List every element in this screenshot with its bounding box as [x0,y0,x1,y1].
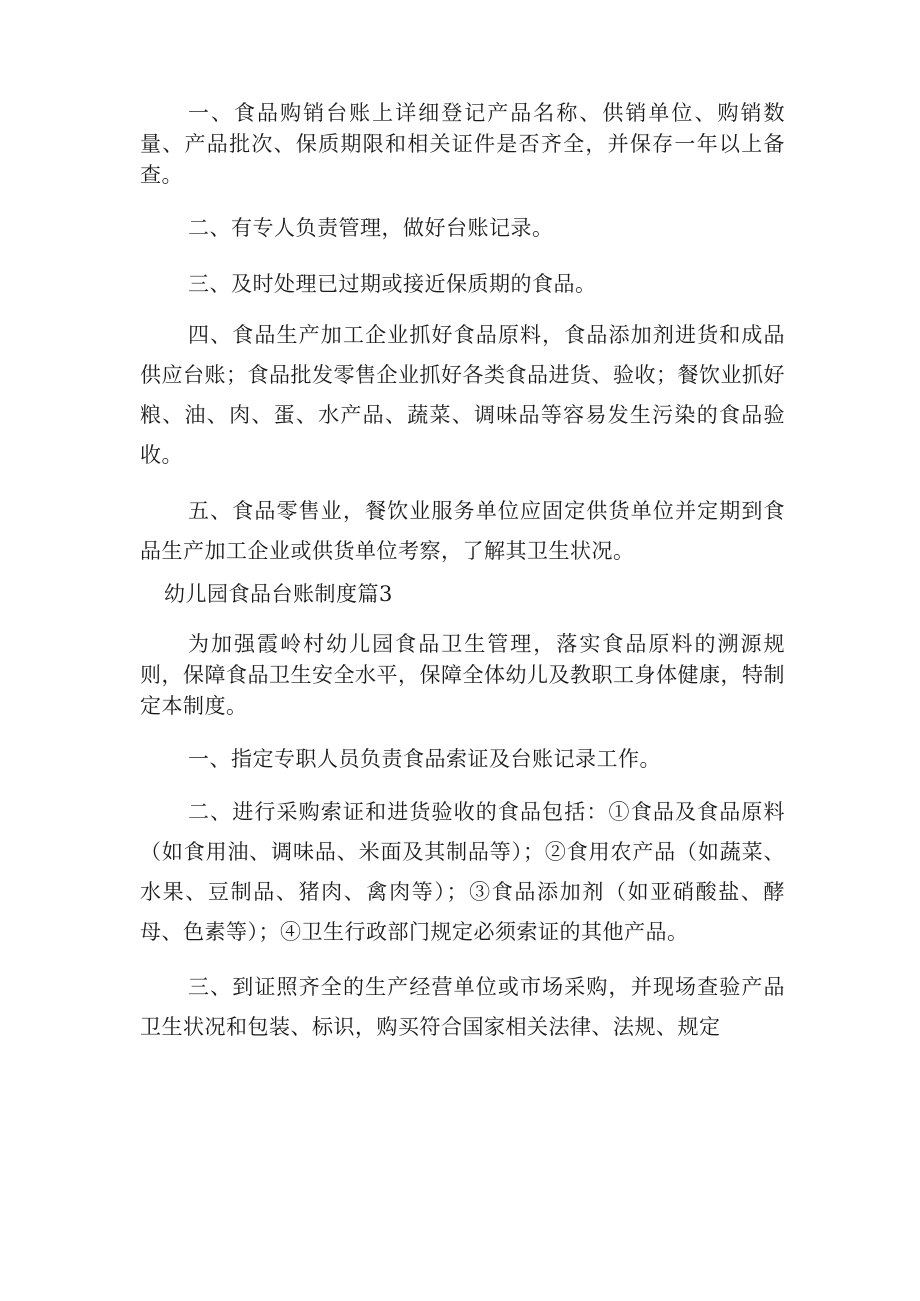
paragraph-purpose: 为加强霞岭村幼儿园食品卫生管理，落实食品原料的溯源规则，保障食品卫生安全水平，保障全体幼儿及教职工身体健康，特制定本制度。 [140,632,785,718]
paragraph-expired-food-handling: 三、及时处理已过期或接近保质期的食品。 [188,272,597,296]
paragraph-ledger-by-business-type: 四、食品生产加工企业抓好食品原料，食品添加剂进货和成品供应台账；食品批发零售企业抓好各类食品进货、验收；餐饮业抓好粮、油、肉、蛋、水产品、蔬菜、调味品等容易发生污染的食品验收。 [140,323,785,467]
paragraph-fixed-suppliers: 五、食品零售业，餐饮业服务单位应固定供货单位并定期到食品生产加工企业或供货单位考察，了解其卫生状况。 [140,499,785,563]
paragraph-dedicated-manager: 二、有专人负责管理，做好台账记录。 [188,216,554,240]
paragraph-designated-staff: 一、指定专职人员负责食品索证及台账记录工作。 [188,747,661,771]
section-heading-part-3: 幼儿园食品台账制度篇3 [164,582,393,606]
paragraph-licensed-suppliers: 三、到证照齐全的生产经营单位或市场采购，并现场查验产品卫生状况和包装、标识，购买符合国家相关法律、法规、规定 [140,975,785,1039]
paragraph-food-scope: 二、进行采购索证和进货验收的食品包括：①食品及食品原料（如食用油、调味品、米面及其制品等）；②食用农产品（如蔬菜、水果、豆制品、猪肉、禽肉等）；③食品添加剂（如亚硝酸盐、酵母、色素等）；④卫生行政部门规定必须索证的其他产品。 [140,800,785,944]
paragraph-purchase-sales-ledger: 一、食品购销台账上详细登记产品名称、供销单位、购销数量、产品批次、保质期限和相关证件是否齐全，并保存一年以上备查。 [140,101,785,187]
document-body [140,98,785,1047]
